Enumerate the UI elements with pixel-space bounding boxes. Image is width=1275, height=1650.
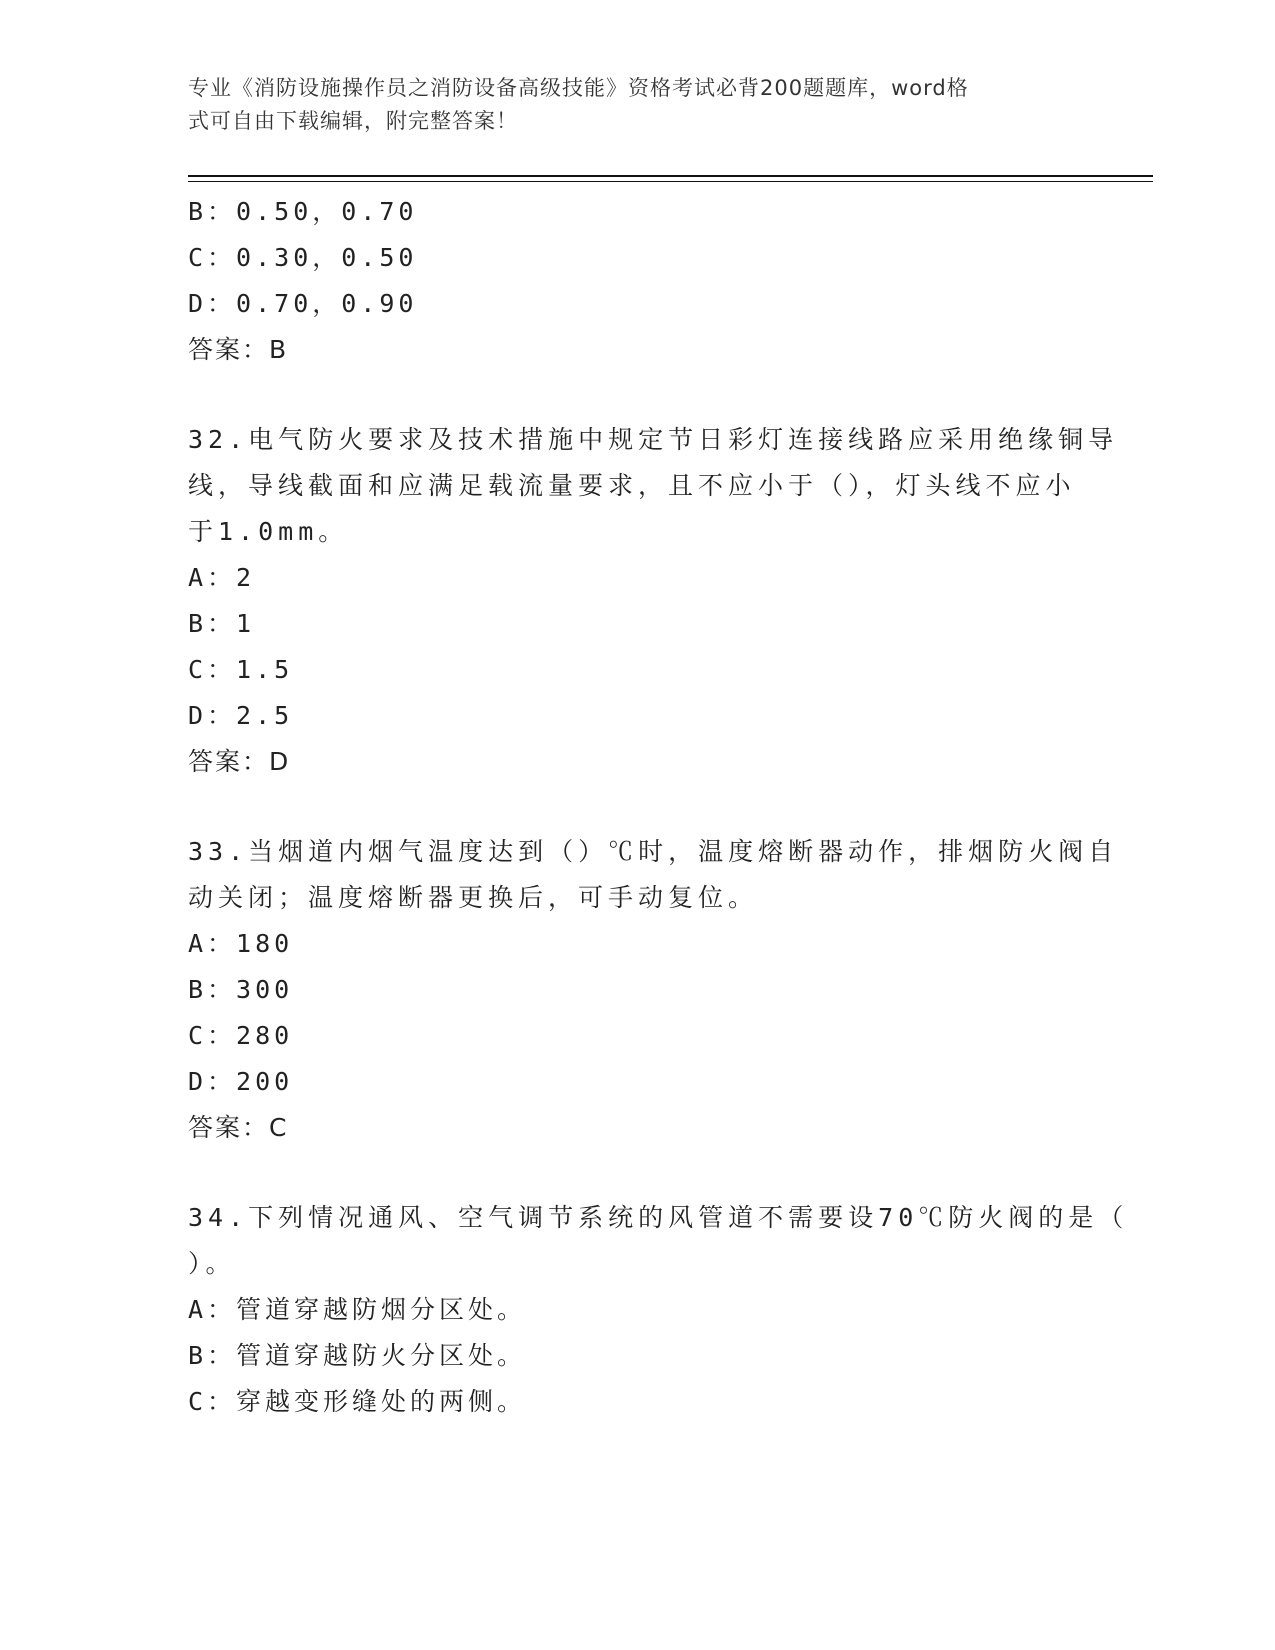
question-stem: ）。 bbox=[188, 1249, 236, 1278]
question-stem: 34.下列情况通风、空气调节系统的风管道不需要设70℃防火阀的是（ bbox=[188, 1203, 1129, 1232]
question-32 bbox=[188, 417, 1119, 785]
question-stem: 33.当烟道内烟气温度达到（）℃时，温度熔断器动作，排烟防火阀自 bbox=[188, 837, 1119, 866]
prev-question bbox=[188, 189, 1088, 373]
option-d: D：0.70，0.90 bbox=[188, 289, 418, 318]
option-d: D：2.5 bbox=[188, 701, 294, 730]
answer-line: 答案：D bbox=[188, 747, 291, 776]
page-header bbox=[188, 72, 1078, 138]
option-c: C：280 bbox=[188, 1021, 294, 1050]
option-c: C：穿越变形缝处的两侧。 bbox=[188, 1387, 527, 1416]
header-line-1: 专业《消防设施操作员之消防设备高级技能》资格考试必背200题题库，word格 bbox=[188, 76, 969, 100]
option-b: B：管道穿越防火分区处。 bbox=[188, 1341, 527, 1370]
answer-line: 答案：C bbox=[188, 1113, 289, 1142]
header-line-2: 式可自由下载编辑，附完整答案！ bbox=[188, 109, 518, 133]
question-stem: 动关闭；温度熔断器更换后，可手动复位。 bbox=[188, 883, 759, 912]
question-33 bbox=[188, 829, 1119, 1151]
question-stem: 线，导线截面和应满足载流量要求，且不应小于（），灯头线不应小 bbox=[188, 471, 1076, 500]
question-34 bbox=[188, 1195, 1129, 1425]
question-stem: 32.电气防火要求及技术措施中规定节日彩灯连接线路应采用绝缘铜导 bbox=[188, 425, 1119, 454]
option-c: C：1.5 bbox=[188, 655, 294, 684]
option-b: B：300 bbox=[188, 975, 294, 1004]
answer-line: 答案：B bbox=[188, 335, 289, 364]
header-rule-thick bbox=[188, 175, 1153, 177]
option-c: C：0.30，0.50 bbox=[188, 243, 418, 272]
question-list bbox=[188, 189, 1129, 1425]
option-a: A：180 bbox=[188, 929, 294, 958]
option-a: A：管道穿越防烟分区处。 bbox=[188, 1295, 527, 1324]
question-stem: 于1.0mm。 bbox=[188, 517, 349, 546]
option-a: A：2 bbox=[188, 563, 256, 592]
option-b: B：0.50，0.70 bbox=[188, 197, 418, 226]
header-rule-thin bbox=[188, 181, 1153, 182]
option-d: D：200 bbox=[188, 1067, 294, 1096]
option-b: B：1 bbox=[188, 609, 256, 638]
